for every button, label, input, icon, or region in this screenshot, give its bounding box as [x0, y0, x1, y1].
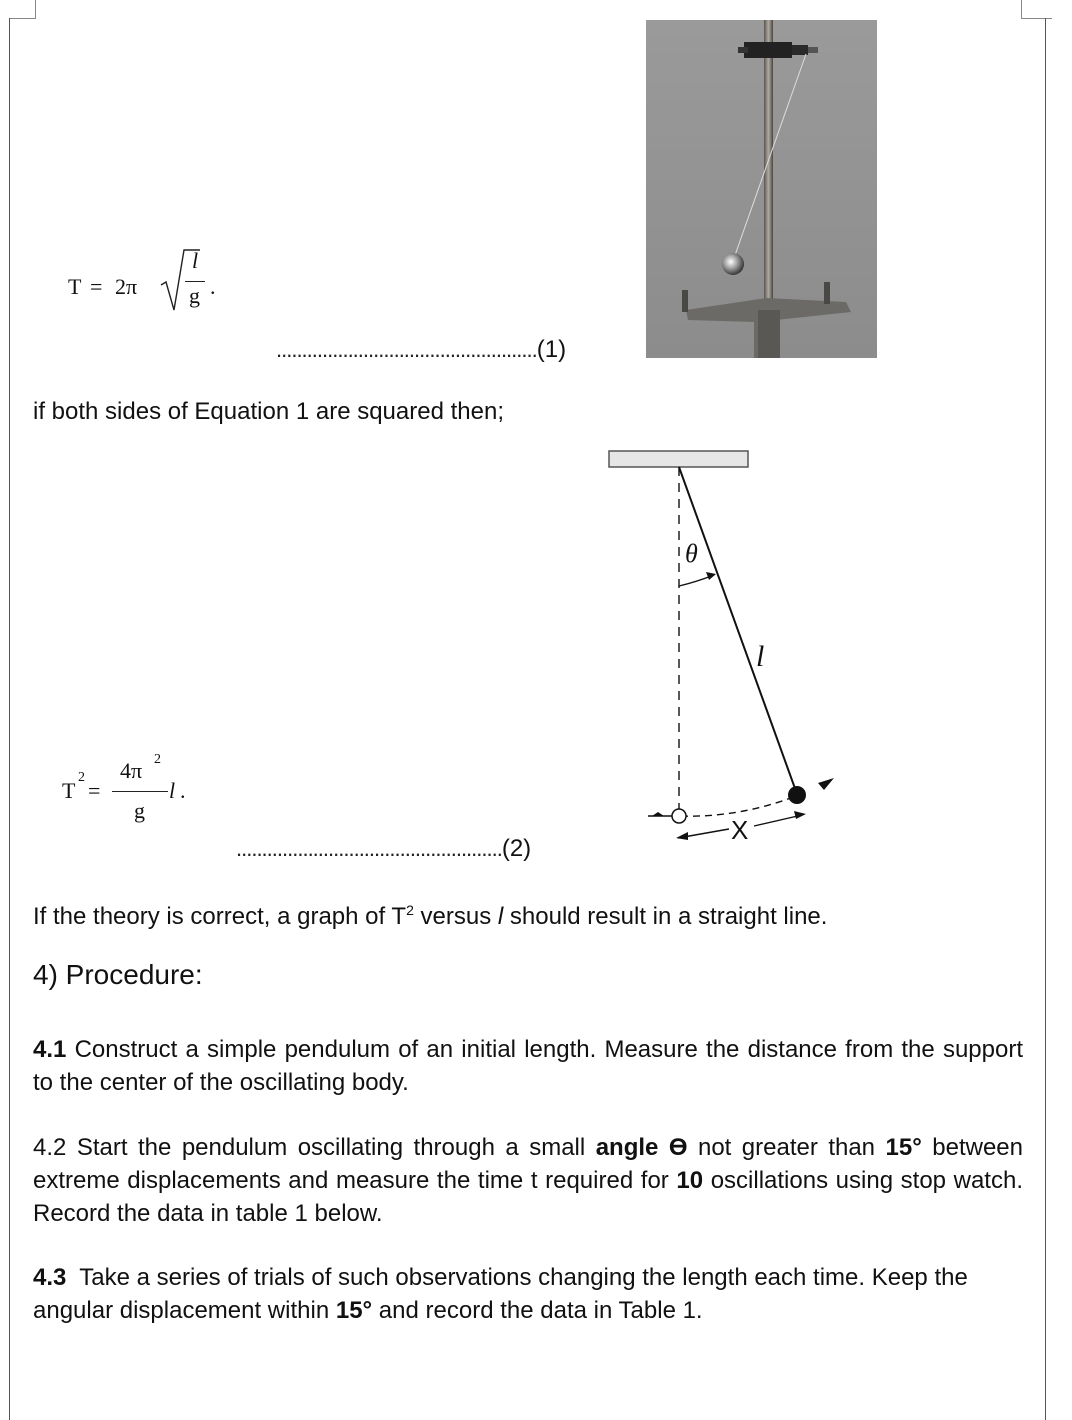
eq1-denominator: g [189, 283, 200, 308]
page-border-left [9, 18, 10, 1420]
procedure-heading: 4) Procedure: [33, 959, 203, 990]
displacement-label: X [731, 815, 749, 845]
theory-exponent: 2 [406, 902, 414, 918]
step-4-3-angle-limit: 15° [335, 1297, 373, 1324]
eq1-period: . [210, 274, 216, 299]
step-4-2-text-2: not greater than [687, 1134, 886, 1161]
page-border-right [1045, 18, 1046, 1420]
theory-text-3: should result in a straight line. [503, 903, 828, 930]
eq2-dot-leader: .................................................... [236, 836, 502, 861]
theory-text-2: versus [413, 903, 498, 930]
equation-1 [68, 248, 228, 338]
theory-text-1: If the theory is correct, a graph of T [33, 903, 407, 930]
eq1-dot-leader: ................................................... [276, 337, 537, 362]
displacement-arrowhead-right [794, 811, 806, 819]
squared-sentence: if both sides of Equation 1 are squared then; [33, 398, 504, 425]
step-4-2-text-1: Start the pendulum oscillating through a small [66, 1134, 596, 1161]
right-swing-arrowhead [818, 778, 834, 790]
displacement-arrowhead-left [676, 832, 688, 840]
eq2-denominator: g [134, 798, 145, 823]
step-4-2-angle-limit: 15° [885, 1134, 922, 1161]
equation-2 [62, 752, 222, 833]
crop-mark-top-left [9, 0, 36, 19]
eq1-coefficient: 2π [115, 274, 138, 299]
eq2-numerator-exponent: 2 [154, 752, 161, 767]
eq2-numerator: 4π [120, 758, 143, 783]
theory-sentence [33, 894, 827, 933]
displacement-arrow-right [754, 815, 802, 826]
step-4-2 [33, 1131, 1023, 1230]
swing-path [681, 795, 799, 816]
eq2-variable: l [169, 778, 176, 803]
length-label: l [756, 640, 765, 673]
theta-label: θ [685, 539, 698, 568]
eq1-lhs: T [68, 274, 82, 299]
crop-mark-top-right [1021, 0, 1052, 19]
rest-position-bob [672, 809, 686, 823]
step-4-3-text-1: Take a series of trials of such observations changing the length each time. Keep the angular displacement within [33, 1264, 975, 1324]
pendulum-string [679, 467, 797, 794]
equation-1-number-line [276, 336, 566, 364]
step-4-3-number: 4.3 [33, 1264, 67, 1291]
eq2-lhs: T [62, 778, 76, 803]
displaced-bob [788, 786, 806, 804]
eq1-equals: = [90, 274, 103, 299]
step-4-1-text: Construct a simple pendulum of an initial length. Measure the distance from the support to the center of the oscillating body. [33, 1036, 1023, 1096]
angle-arc-arrowhead [706, 572, 716, 580]
eq2-period: . [180, 778, 186, 803]
step-4-2-text-4: oscillations using stop watch. Record the data in table 1 below. [33, 1167, 1023, 1227]
eq2-fraction-bar [112, 791, 168, 792]
step-4-3-text-2: and record the data in Table 1. [372, 1297, 703, 1324]
theory-variable: l [497, 903, 504, 930]
step-4-3 [33, 1261, 1033, 1327]
step-4-1-number: 4.1 [33, 1036, 67, 1063]
pendulum-apparatus-photo [646, 20, 877, 358]
step-4-2-text-3: between extreme displacements and measure the time t required for [33, 1134, 1023, 1194]
eq1-number: (1) [536, 336, 567, 363]
step-4-1 [33, 1033, 1023, 1099]
eq2-equals: = [88, 778, 101, 803]
eq1-numerator: l [192, 248, 199, 273]
step-4-2-number: 4.2 [33, 1134, 67, 1161]
step-4-2-angle: angle ϴ [595, 1134, 688, 1161]
step-4-2-oscillation-count: 10 [676, 1167, 704, 1194]
eq1-fraction-bar [185, 281, 205, 282]
eq2-lhs-exponent: 2 [78, 770, 85, 785]
equation-2-number-line [236, 835, 531, 863]
pendulum-diagram [604, 446, 844, 856]
pendulum-support [609, 451, 748, 467]
eq2-number: (2) [501, 835, 532, 862]
